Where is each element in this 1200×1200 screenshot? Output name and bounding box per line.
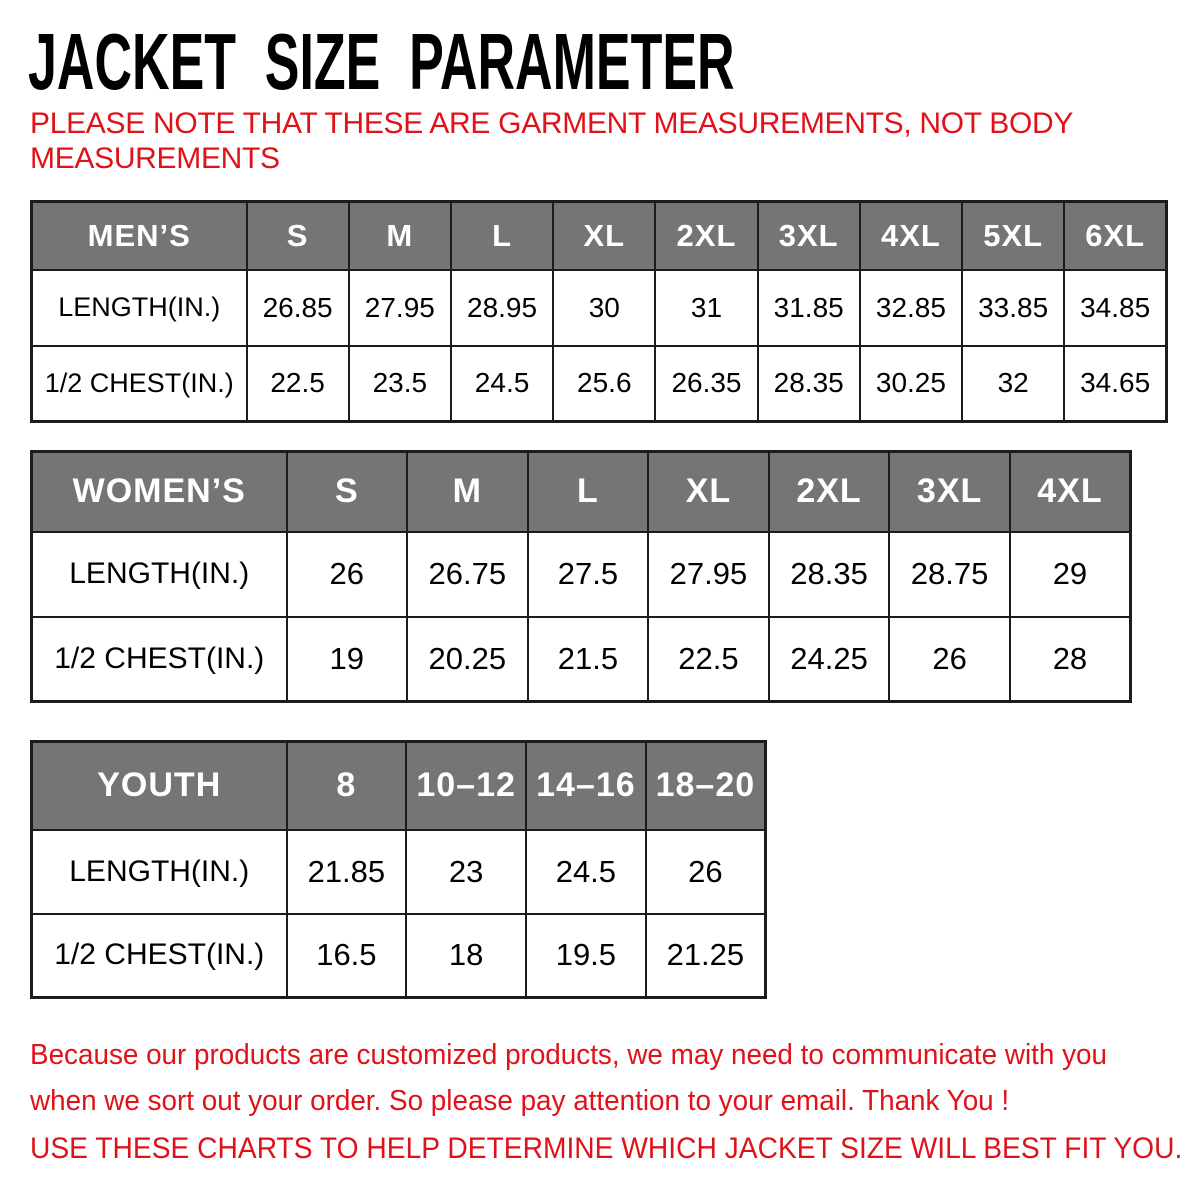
size-header-cell: S bbox=[247, 202, 349, 270]
size-header-cell: 3XL bbox=[889, 452, 1010, 532]
measurement-value-cell: 21.25 bbox=[646, 914, 766, 998]
measurement-value-cell: 30.25 bbox=[860, 346, 962, 422]
mens-header-row bbox=[32, 202, 1167, 270]
youth-chest-row bbox=[32, 914, 766, 998]
measurement-value-cell: 31 bbox=[655, 270, 757, 346]
size-header-cell: 10–12 bbox=[406, 742, 526, 830]
measurement-row-label: 1/2 CHEST(IN.) bbox=[32, 617, 287, 702]
measurement-value-cell: 21.85 bbox=[287, 830, 407, 914]
measurement-value-cell: 26.75 bbox=[407, 532, 528, 617]
measurement-value-cell: 33.85 bbox=[962, 270, 1064, 346]
measurement-row-label: LENGTH(IN.) bbox=[32, 532, 287, 617]
size-header-cell: M bbox=[407, 452, 528, 532]
customization-note-line-2: when we sort out your order. So please pay attention to your email. Thank You ! bbox=[30, 1085, 1010, 1117]
measurement-value-cell: 26.85 bbox=[247, 270, 349, 346]
measurement-value-cell: 27.95 bbox=[648, 532, 769, 617]
measurement-value-cell: 23.5 bbox=[349, 346, 451, 422]
youth-size-table bbox=[30, 740, 767, 999]
measurement-value-cell: 32.85 bbox=[860, 270, 962, 346]
size-header-cell: S bbox=[287, 452, 408, 532]
measurement-value-cell: 26 bbox=[646, 830, 766, 914]
size-header-cell: 2XL bbox=[769, 452, 890, 532]
measurement-value-cell: 24.25 bbox=[769, 617, 890, 702]
measurement-value-cell: 22.5 bbox=[648, 617, 769, 702]
youth-category-header: YOUTH bbox=[32, 742, 287, 830]
measurement-value-cell: 24.5 bbox=[451, 346, 553, 422]
fit-instruction: USE THESE CHARTS TO HELP DETERMINE WHICH JACKET SIZE WILL BEST FIT YOU. bbox=[30, 1132, 1183, 1165]
measurement-value-cell: 29 bbox=[1010, 532, 1131, 617]
measurement-value-cell: 26 bbox=[889, 617, 1010, 702]
womens-header-row bbox=[32, 452, 1131, 532]
measurement-value-cell: 19.5 bbox=[526, 914, 646, 998]
size-header-cell: XL bbox=[648, 452, 769, 532]
measurement-value-cell: 31.85 bbox=[758, 270, 860, 346]
size-header-cell: 3XL bbox=[758, 202, 860, 270]
measurement-value-cell: 28.75 bbox=[889, 532, 1010, 617]
measurement-value-cell: 27.95 bbox=[349, 270, 451, 346]
womens-size-table bbox=[30, 450, 1132, 703]
womens-length-row bbox=[32, 532, 1131, 617]
size-header-cell: 18–20 bbox=[646, 742, 766, 830]
measurement-row-label: LENGTH(IN.) bbox=[32, 830, 287, 914]
garment-measurement-notice bbox=[30, 106, 1073, 176]
mens-size-table bbox=[30, 200, 1168, 423]
measurement-value-cell: 27.5 bbox=[528, 532, 649, 617]
size-header-cell: 6XL bbox=[1064, 202, 1166, 270]
measurement-value-cell: 34.85 bbox=[1064, 270, 1166, 346]
mens-length-row bbox=[32, 270, 1167, 346]
customization-note-line-1: Because our products are customized products, we may need to communicate with you bbox=[30, 1039, 1108, 1071]
measurement-value-cell: 28 bbox=[1010, 617, 1131, 702]
mens-category-header: MEN’S bbox=[32, 202, 247, 270]
youth-header-row bbox=[32, 742, 766, 830]
measurement-value-cell: 25.6 bbox=[553, 346, 655, 422]
measurement-row-label: 1/2 CHEST(IN.) bbox=[32, 914, 287, 998]
size-header-cell: 2XL bbox=[655, 202, 757, 270]
size-header-cell: L bbox=[451, 202, 553, 270]
page-title: JACKET SIZE PARAMETER bbox=[28, 17, 735, 106]
measurement-value-cell: 28.95 bbox=[451, 270, 553, 346]
measurement-row-label: LENGTH(IN.) bbox=[32, 270, 247, 346]
measurement-value-cell: 26.35 bbox=[655, 346, 757, 422]
measurement-value-cell: 30 bbox=[553, 270, 655, 346]
measurement-value-cell: 24.5 bbox=[526, 830, 646, 914]
youth-length-row bbox=[32, 830, 766, 914]
measurement-value-cell: 23 bbox=[406, 830, 526, 914]
notice-line-1: PLEASE NOTE THAT THESE ARE GARMENT MEASUREMENTS, NOT BODY bbox=[30, 107, 1074, 140]
size-header-cell: L bbox=[528, 452, 649, 532]
size-header-cell: 4XL bbox=[1010, 452, 1131, 532]
mens-chest-row bbox=[32, 346, 1167, 422]
size-header-cell: 5XL bbox=[962, 202, 1064, 270]
measurement-value-cell: 20.25 bbox=[407, 617, 528, 702]
measurement-value-cell: 21.5 bbox=[528, 617, 649, 702]
size-header-cell: 4XL bbox=[860, 202, 962, 270]
size-header-cell: XL bbox=[553, 202, 655, 270]
notice-line-2: MEASUREMENTS bbox=[30, 142, 280, 175]
measurement-row-label: 1/2 CHEST(IN.) bbox=[32, 346, 247, 422]
measurement-value-cell: 16.5 bbox=[287, 914, 407, 998]
customization-note bbox=[30, 1032, 1107, 1124]
measurement-value-cell: 19 bbox=[287, 617, 408, 702]
measurement-value-cell: 26 bbox=[287, 532, 408, 617]
measurement-value-cell: 28.35 bbox=[758, 346, 860, 422]
womens-chest-row bbox=[32, 617, 1131, 702]
size-header-cell: 8 bbox=[287, 742, 407, 830]
measurement-value-cell: 22.5 bbox=[247, 346, 349, 422]
measurement-value-cell: 28.35 bbox=[769, 532, 890, 617]
womens-category-header: WOMEN’S bbox=[32, 452, 287, 532]
size-header-cell: 14–16 bbox=[526, 742, 646, 830]
measurement-value-cell: 34.65 bbox=[1064, 346, 1166, 422]
measurement-value-cell: 32 bbox=[962, 346, 1064, 422]
measurement-value-cell: 18 bbox=[406, 914, 526, 998]
size-header-cell: M bbox=[349, 202, 451, 270]
